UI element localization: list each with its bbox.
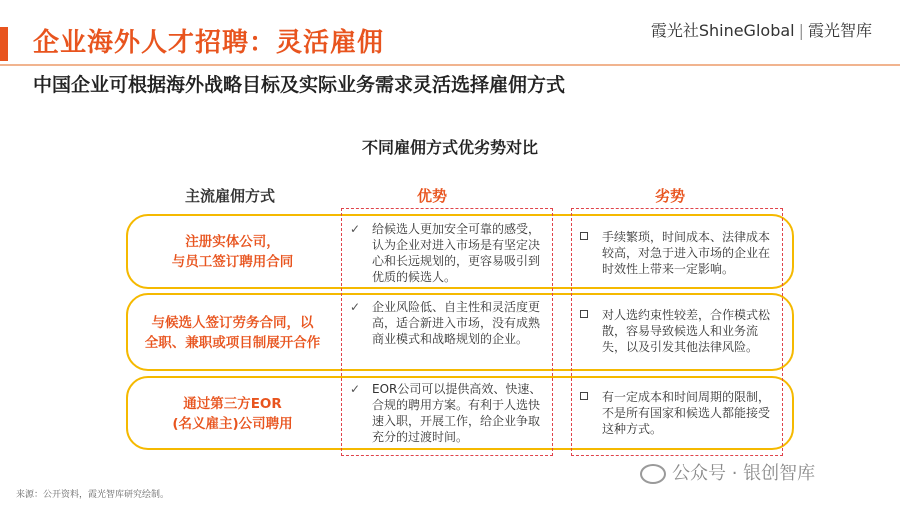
page-title: 企业海外人才招聘：灵活雇佣 xyxy=(33,28,385,58)
check-icon: ✓ xyxy=(350,382,361,396)
method-line: 与员工签订聘用合同 xyxy=(171,254,294,270)
source-note: 来源：公开资料，霞光智库研究绘制。 xyxy=(16,490,170,500)
method-line: (名义雇主)公司聘用 xyxy=(172,416,293,432)
advantage-cell xyxy=(350,221,548,285)
brand-name: 霞光社 xyxy=(650,21,699,40)
comparison-title: 不同雇佣方式优劣势对比 xyxy=(361,138,538,157)
disadvantage-cell xyxy=(580,389,778,437)
watermark-text: 公众号 · 银创智库 xyxy=(672,463,816,484)
wechat-icon xyxy=(640,464,666,484)
brand-name-en: ShineGlobal xyxy=(698,21,795,40)
advantage-cell xyxy=(350,299,548,347)
method-entity xyxy=(130,232,335,272)
method-labor-contract xyxy=(130,313,335,353)
disadvantage-cell xyxy=(580,307,778,355)
advantage-cell xyxy=(350,381,548,445)
watermark xyxy=(640,459,815,485)
column-header-disadvantages: 劣势 xyxy=(654,187,685,205)
method-line: 通过第三方EOR xyxy=(183,396,282,412)
brand-sub: 霞光智库 xyxy=(807,21,872,40)
brand-separator: | xyxy=(798,21,804,40)
column-header-advantages: 优势 xyxy=(416,187,447,205)
disadvantage-text: 有一定成本和时间周期的限制，不是所有国家和候选人都能接受这种方式。 xyxy=(602,390,771,436)
method-line: 全职、兼职或项目制展开合作 xyxy=(144,335,321,351)
check-icon: ✓ xyxy=(350,300,361,314)
check-icon: ✓ xyxy=(350,222,361,236)
disadvantage-text: 手续繁琐，时间成本、法律成本较高，对急于进入市场的企业在时效性上带来一定影响。 xyxy=(602,230,771,276)
advantage-text: 给候选人更加安全可靠的感受，认为企业对进入市场是有坚定决心和长远规划的，更容易吸引到优质的候选人。 xyxy=(372,222,541,284)
disadvantage-cell xyxy=(580,229,778,277)
page-subtitle: 中国企业可根据海外战略目标及实际业务需求灵活选择雇佣方式 xyxy=(33,74,566,96)
method-eor xyxy=(130,394,335,434)
advantage-text: 企业风险低、自主性和灵活度更高，适合新进入市场，没有成熟商业模式和战略规划的企业。 xyxy=(372,300,541,346)
disadvantage-text: 对人选约束性较差，合作模式松散，容易导致候选人和业务流失，以及引发其他法律风险。 xyxy=(602,308,771,354)
method-line: 与候选人签订劳务合同，以 xyxy=(151,315,314,331)
title-divider xyxy=(0,64,900,66)
brand-logo xyxy=(651,18,872,41)
checkbox-icon xyxy=(580,232,588,240)
method-line: 注册实体公司， xyxy=(185,234,280,250)
advantage-text: EOR公司可以提供高效、快速、合规的聘用方案。有利于人选快速入职，开展工作，给企业争取充分的过渡时间。 xyxy=(372,382,542,444)
checkbox-icon xyxy=(580,310,588,318)
column-header-main: 主流雇佣方式 xyxy=(184,187,275,205)
title-accent-bar xyxy=(0,27,8,61)
checkbox-icon xyxy=(580,392,588,400)
